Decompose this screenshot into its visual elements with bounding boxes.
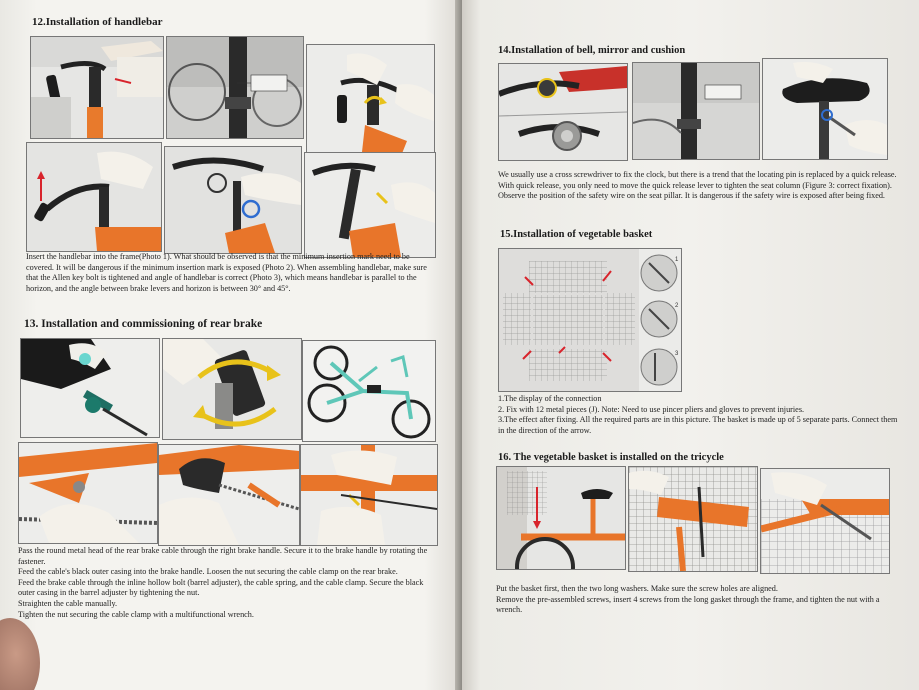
- section-15-text: [498, 394, 902, 436]
- rear-brake-step-3: Feed the brake cable through the inline hollow bolt (barrel adjuster), the cable spring, and the cable clamp. Secure the black outer casing in the barrel adjuster by tightening the nut.: [18, 577, 424, 598]
- basket-step-2: 2. Fix with 12 metal pieces (J). Note: Need to use pincer pliers and gloves to prevent injuries.: [498, 404, 805, 414]
- callout-number-2: 2: [675, 303, 679, 309]
- callout-number-1: 1: [675, 257, 679, 263]
- section-13-text: [18, 546, 432, 620]
- handlebar-photo-5: [164, 146, 302, 254]
- section-14-heading: 14.Installation of bell, mirror and cushion: [498, 45, 686, 56]
- handlebar-photo-2: [166, 36, 304, 139]
- basket-step-3: 3.The effect after fixing. All the required parts are in this picture. The basket is made up of 5 separate parts. Connect them in the direction of the arrow.: [498, 415, 898, 435]
- basket-on-tricycle-photo-2: [628, 466, 758, 572]
- basket-step-1: 1.The display of the connection: [498, 394, 602, 403]
- rear-brake-step-5: Tighten the nut securing the cable clamp with a multifunctional wrench.: [18, 609, 254, 619]
- section-15-heading: 15.Installation of vegetable basket: [500, 229, 653, 240]
- rear-brake-photo-6: [300, 444, 438, 546]
- cushion-photo: [762, 58, 888, 160]
- rear-brake-photo-4: [18, 442, 158, 544]
- basket-on-tricycle-photo-3: [760, 468, 890, 574]
- mirror-photo: [632, 62, 760, 160]
- section-12-heading: 12.Installation of handlebar: [32, 16, 163, 28]
- handlebar-photo-3: [306, 44, 435, 162]
- section-14-text: We usually use a cross screwdriver to fix the clock, but there is a trend that the locating pin is replaced by a quick release. With quick release, you only need to move the quick release lever to tighten the seat column (Figure 3: correct fixation). Observe the position of the safety wire on the seat pillar. It is dangerous if the safety wire is exposed after being fixed.: [498, 170, 897, 201]
- section-13-heading: 13. Installation and commissioning of rear brake: [24, 318, 263, 330]
- rear-brake-step-1: Pass the round metal head of the rear brake cable through the right brake handle. Secure it to the brake handle by rotating the fastener.: [18, 546, 428, 566]
- section-16-heading: 16. The vegetable basket is installed on the tricycle: [498, 452, 724, 463]
- rear-brake-photo-5: [158, 444, 300, 546]
- rear-brake-photo-3: [302, 340, 436, 442]
- bell-photo: [498, 63, 628, 161]
- basket-on-tricycle-photo-1: [496, 466, 626, 570]
- basket-parts-photo: [498, 248, 682, 392]
- callout-number-3: 3: [675, 351, 679, 357]
- handlebar-photo-1: [30, 36, 164, 139]
- section-16-text: [496, 584, 902, 616]
- rear-brake-photo-2: [162, 338, 302, 440]
- rear-brake-step-4: Straighten the cable manually.: [18, 598, 118, 608]
- tricycle-basket-step-1: Put the basket first, then the two long washers. Make sure the screw holes are aligned.: [496, 584, 778, 593]
- rear-brake-photo-1: [20, 338, 160, 438]
- handlebar-photo-4: [26, 142, 162, 252]
- right-manual-page: [462, 0, 919, 690]
- section-12-text: Insert the handlebar into the frame(Photo 1). What should be observed is that the minimum insertion mark need to be covered. It will be dangerous if the minimum insertion mark is exposed (Photo 2). When assembling handlebar, make sure that the Allen key bolt is tightened and angle of handlebar is correct (Photo 3), which means handlebar is parallel to the horizon, and the angle between brake levers and horizon is between 30° and 45°.: [26, 252, 427, 293]
- handlebar-photo-6: [304, 152, 436, 258]
- tricycle-basket-step-2: Remove the pre-assembled screws, insert 4 screws from the long gasket through the frame, and tighten the nut with a wrench.: [496, 594, 880, 615]
- rear-brake-step-2: Feed the cable's black outer casing into the brake handle. Loosen the nut securing the cable clamp on the rear brake.: [18, 567, 398, 577]
- thumb: [0, 618, 40, 690]
